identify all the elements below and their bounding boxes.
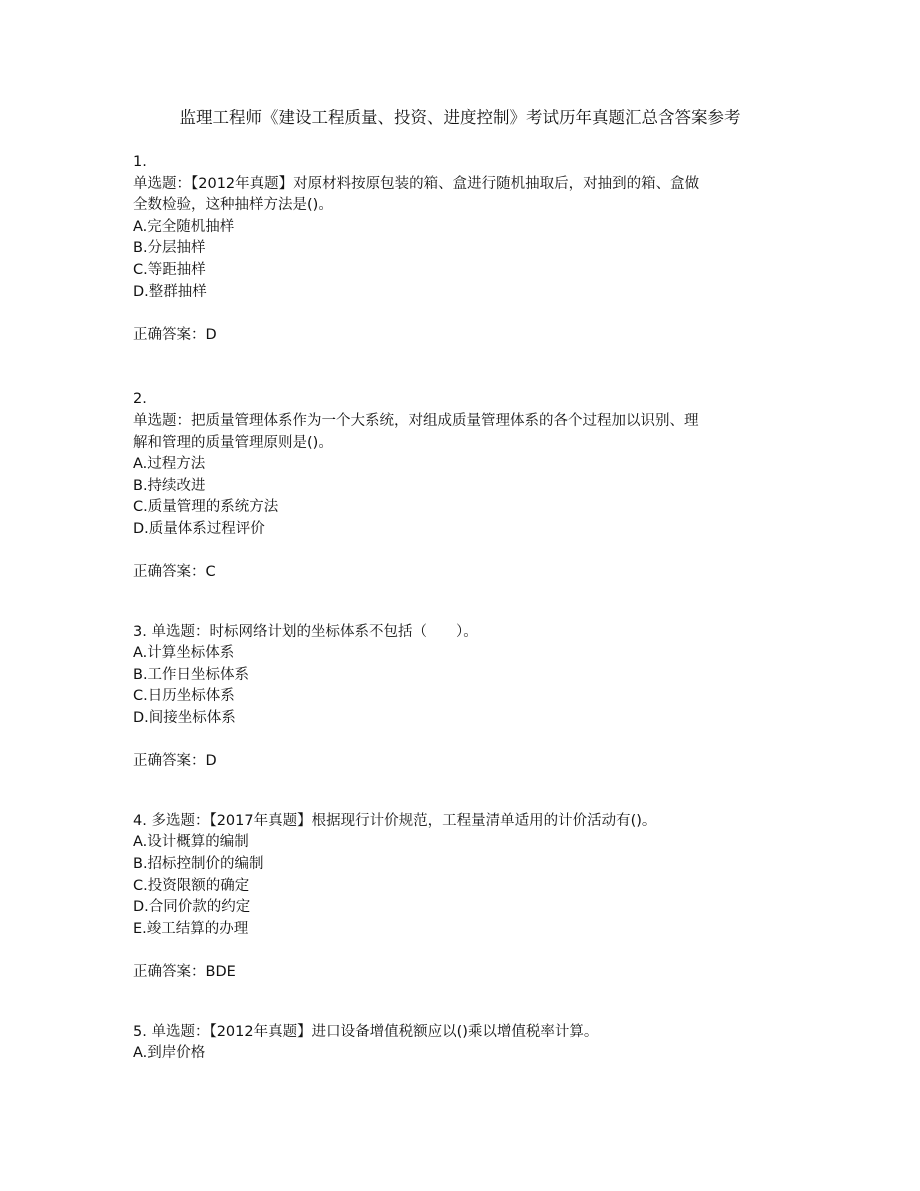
- question-1-option-a: A.完全随机抽样: [133, 218, 235, 235]
- question-2-stem-line-1: 单选题：把质量管理体系作为一个大系统，对组成质量管理体系的各个过程加以识别、理: [133, 412, 699, 429]
- question-1-option-d: D.整群抽样: [133, 283, 207, 300]
- question-3-option-b: B.工作日坐标体系: [133, 666, 250, 683]
- spacer: [133, 773, 793, 811]
- spacer: [133, 984, 793, 1022]
- question-1-stem-line-1: 单选题：【2012年真题】对原材料按原包装的箱、盒进行随机抽取后，对抽到的箱、盒做: [133, 175, 700, 192]
- spacer: [133, 584, 793, 622]
- question-2-option-d: D.质量体系过程评价: [133, 520, 265, 537]
- question-list: [133, 152, 793, 1065]
- question-3: [133, 622, 793, 773]
- question-2-answer: 正确答案：C: [133, 564, 216, 581]
- question-5-stem-line-1: 5. 单选题：【2012年真题】进口设备增值税额应以()乘以增值税率计算。: [133, 1023, 599, 1040]
- document-title: 监理工程师《建设工程质量、投资、进度控制》考试历年真题汇总含答案参考: [179, 108, 741, 127]
- question-2-number: 2.: [133, 391, 147, 408]
- question-1-answer: 正确答案：D: [133, 326, 217, 343]
- question-1-number: 1.: [133, 154, 147, 170]
- question-4-option-e: E.竣工结算的办理: [133, 920, 249, 937]
- question-3-option-d: D.间接坐标体系: [133, 710, 236, 727]
- question-4: [133, 811, 793, 984]
- question-2-stem-line-2: 解和管理的质量管理原则是()。: [133, 434, 333, 451]
- question-3-option-c: C.日历坐标体系: [133, 688, 235, 705]
- question-4-answer: 正确答案：BDE: [133, 964, 236, 980]
- question-3-answer: 正确答案：D: [133, 753, 217, 770]
- question-2-option-c: C.质量管理的系统方法: [133, 499, 279, 516]
- question-5: [133, 1022, 793, 1065]
- question-4-stem-line-1: 4. 多选题：【2017年真题】根据现行计价规范，工程量清单适用的计价活动有()。: [133, 812, 657, 829]
- question-4-option-b: B.招标控制价的编制: [133, 856, 264, 873]
- question-1-option-b: B.分层抽样: [133, 240, 206, 257]
- question-1-stem-line-2: 全数检验，这种抽样方法是()。: [133, 197, 333, 214]
- question-1-option-c: C.等距抽样: [133, 261, 206, 278]
- question-4-option-a: A.设计概算的编制: [133, 834, 249, 851]
- question-4-option-d: D.合同价款的约定: [133, 899, 251, 916]
- question-2: [133, 389, 793, 583]
- question-2-option-a: A.过程方法: [133, 456, 206, 473]
- question-1: [133, 152, 793, 346]
- question-3-option-a: A.计算坐标体系: [133, 645, 235, 662]
- question-2-option-b: B.持续改进: [133, 477, 206, 494]
- question-5-option-a: A.到岸价格: [133, 1045, 206, 1062]
- question-3-stem-line-1: 3. 单选题：时标网络计划的坐标体系不包括（ ）。: [133, 623, 478, 640]
- spacer: [133, 346, 793, 389]
- question-4-option-c: C.投资限额的确定: [133, 877, 250, 894]
